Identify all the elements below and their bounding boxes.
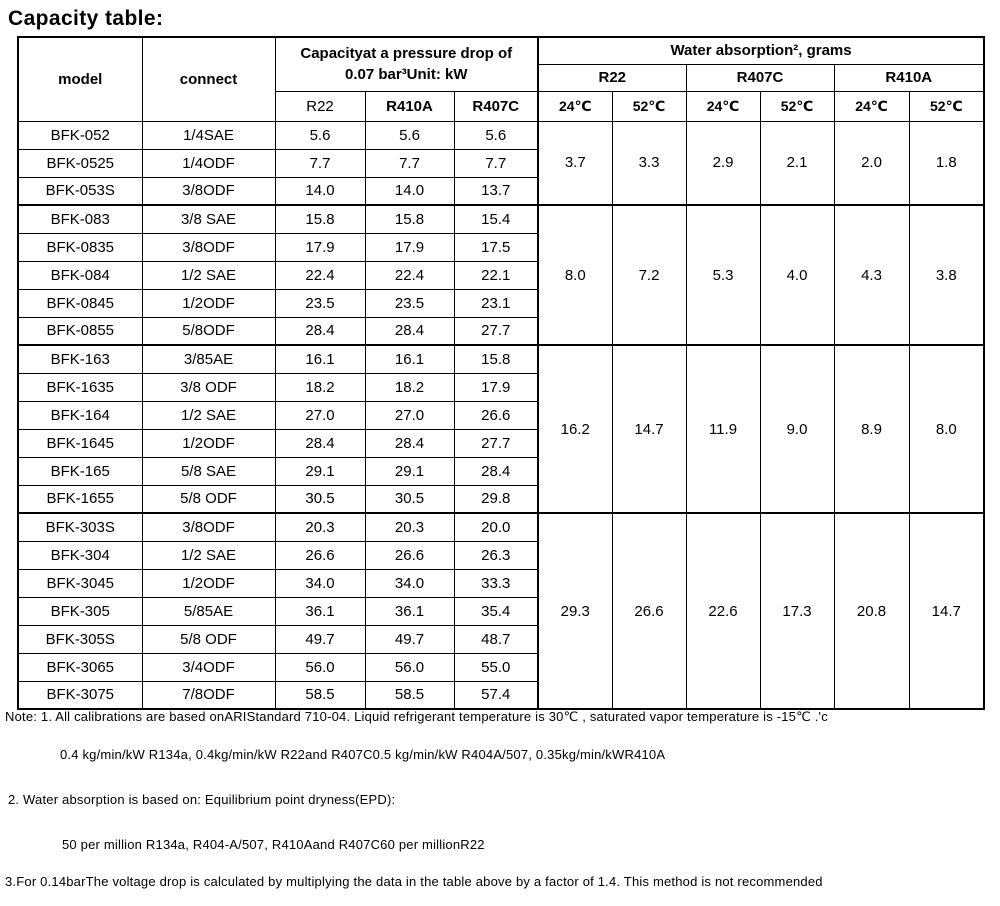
capacity-r410a-cell: 16.1 (365, 345, 454, 373)
capacity-r410a-cell: 5.6 (365, 121, 454, 149)
wa-value-cell: 2.1 (760, 121, 834, 205)
capacity-r407c-cell: 7.7 (454, 149, 538, 177)
wa-value-cell: 17.3 (760, 513, 834, 709)
wa-value-cell: 26.6 (612, 513, 686, 709)
connect-column-header: connect (142, 37, 275, 121)
wa-value-cell: 8.0 (909, 345, 984, 513)
wa-value-cell: 8.0 (538, 205, 612, 345)
wa-value-cell: 2.9 (686, 121, 760, 205)
connect-cell: 3/8ODF (142, 177, 275, 205)
capacity-r22-cell: 26.6 (275, 541, 365, 569)
model-cell: BFK-3065 (18, 653, 142, 681)
wa-value-cell: 3.8 (909, 205, 984, 345)
connect-cell: 1/2 SAE (142, 541, 275, 569)
model-cell: BFK-084 (18, 261, 142, 289)
connect-cell: 5/8 SAE (142, 457, 275, 485)
capacity-r407c-cell: 26.3 (454, 541, 538, 569)
model-cell: BFK-163 (18, 345, 142, 373)
wa-value-cell: 11.9 (686, 345, 760, 513)
water-absorption-group-header: Water absorption², grams (538, 37, 984, 64)
capacity-r407c-cell: 29.8 (454, 485, 538, 513)
capacity-r407c-cell: 57.4 (454, 681, 538, 709)
capacity-group-header-line2: 0.07 bar³Unit: kW (344, 66, 468, 84)
wa-r410a-header: R410A (834, 64, 984, 91)
capacity-r22-cell: 16.1 (275, 345, 365, 373)
model-cell: BFK-053S (18, 177, 142, 205)
capacity-r22-header: R22 (275, 91, 365, 121)
capacity-r410a-cell: 20.3 (365, 513, 454, 541)
connect-cell: 5/8 ODF (142, 625, 275, 653)
connect-cell: 1/2ODF (142, 289, 275, 317)
model-cell: BFK-165 (18, 457, 142, 485)
connect-cell: 3/8ODF (142, 233, 275, 261)
note-line-2: 0.4 kg/min/kW R134a, 0.4kg/min/kW R22and R407C0.5 kg/min/kW R404A/507, 0.35kg/min/kWR410A (60, 747, 666, 762)
capacity-r407c-header: R407C (454, 91, 538, 121)
wa-value-cell: 29.3 (538, 513, 612, 709)
capacity-r22-cell: 58.5 (275, 681, 365, 709)
model-cell: BFK-0855 (18, 317, 142, 345)
capacity-r22-cell: 15.8 (275, 205, 365, 233)
capacity-r410a-cell: 27.0 (365, 401, 454, 429)
connect-cell: 3/85AE (142, 345, 275, 373)
wa-value-cell: 22.6 (686, 513, 760, 709)
connect-cell: 1/2 SAE (142, 261, 275, 289)
model-cell: BFK-304 (18, 541, 142, 569)
capacity-r22-cell: 20.3 (275, 513, 365, 541)
model-cell: BFK-1645 (18, 429, 142, 457)
model-cell: BFK-305S (18, 625, 142, 653)
capacity-r410a-cell: 18.2 (365, 373, 454, 401)
wa-value-cell: 2.0 (834, 121, 909, 205)
capacity-group-header (275, 37, 538, 91)
connect-cell: 7/8ODF (142, 681, 275, 709)
model-cell: BFK-052 (18, 121, 142, 149)
capacity-r407c-cell: 22.1 (454, 261, 538, 289)
capacity-r410a-cell: 7.7 (365, 149, 454, 177)
wa-value-cell: 4.0 (760, 205, 834, 345)
model-cell: BFK-1635 (18, 373, 142, 401)
capacity-r22-cell: 17.9 (275, 233, 365, 261)
capacity-r407c-cell: 15.4 (454, 205, 538, 233)
capacity-r410a-cell: 28.4 (365, 429, 454, 457)
capacity-r410a-cell: 17.9 (365, 233, 454, 261)
capacity-r407c-cell: 20.0 (454, 513, 538, 541)
model-cell: BFK-0525 (18, 149, 142, 177)
capacity-r22-cell: 34.0 (275, 569, 365, 597)
capacity-r410a-cell: 36.1 (365, 597, 454, 625)
wa-value-cell: 8.9 (834, 345, 909, 513)
capacity-r407c-cell: 17.9 (454, 373, 538, 401)
model-cell: BFK-164 (18, 401, 142, 429)
capacity-r410a-cell: 23.5 (365, 289, 454, 317)
temp-24c-header: 24℃ (538, 91, 612, 121)
capacity-r410a-cell: 28.4 (365, 317, 454, 345)
temp-52c-header: 52℃ (909, 91, 984, 121)
capacity-r410a-cell: 49.7 (365, 625, 454, 653)
capacity-r22-cell: 28.4 (275, 317, 365, 345)
connect-cell: 3/8 ODF (142, 373, 275, 401)
capacity-r410a-header: R410A (365, 91, 454, 121)
capacity-r22-cell: 7.7 (275, 149, 365, 177)
table-row (18, 345, 984, 373)
capacity-r407c-cell: 27.7 (454, 317, 538, 345)
connect-cell: 3/4ODF (142, 653, 275, 681)
capacity-r22-cell: 27.0 (275, 401, 365, 429)
wa-value-cell: 7.2 (612, 205, 686, 345)
capacity-r407c-cell: 48.7 (454, 625, 538, 653)
wa-value-cell: 20.8 (834, 513, 909, 709)
capacity-r410a-cell: 56.0 (365, 653, 454, 681)
capacity-r407c-cell: 27.7 (454, 429, 538, 457)
capacity-r410a-cell: 29.1 (365, 457, 454, 485)
wa-value-cell: 14.7 (612, 345, 686, 513)
model-cell: BFK-303S (18, 513, 142, 541)
capacity-r407c-cell: 23.1 (454, 289, 538, 317)
table-row (18, 513, 984, 541)
capacity-r407c-cell: 17.5 (454, 233, 538, 261)
capacity-r22-cell: 56.0 (275, 653, 365, 681)
connect-cell: 1/2ODF (142, 569, 275, 597)
wa-value-cell: 16.2 (538, 345, 612, 513)
model-cell: BFK-3075 (18, 681, 142, 709)
temp-24c-header: 24℃ (834, 91, 909, 121)
connect-cell: 5/8ODF (142, 317, 275, 345)
capacity-r410a-cell: 58.5 (365, 681, 454, 709)
connect-cell: 1/4SAE (142, 121, 275, 149)
table-row (18, 121, 984, 149)
connect-cell: 3/8ODF (142, 513, 275, 541)
model-column-header: model (18, 37, 142, 121)
wa-r22-header: R22 (538, 64, 686, 91)
note-line-4: 50 per million R134a, R404-A/507, R410Aand R407C60 per millionR22 (62, 837, 485, 852)
capacity-r410a-cell: 22.4 (365, 261, 454, 289)
capacity-r22-cell: 14.0 (275, 177, 365, 205)
wa-value-cell: 14.7 (909, 513, 984, 709)
table-row (18, 205, 984, 233)
capacity-r407c-cell: 35.4 (454, 597, 538, 625)
wa-value-cell: 9.0 (760, 345, 834, 513)
capacity-r410a-cell: 26.6 (365, 541, 454, 569)
wa-value-cell: 5.3 (686, 205, 760, 345)
model-cell: BFK-083 (18, 205, 142, 233)
temp-24c-header: 24℃ (686, 91, 760, 121)
note-line-3: 2. Water absorption is based on: Equilibrium point dryness(EPD): (8, 792, 396, 807)
wa-value-cell: 3.7 (538, 121, 612, 205)
capacity-r407c-cell: 33.3 (454, 569, 538, 597)
capacity-r410a-cell: 14.0 (365, 177, 454, 205)
connect-cell: 1/2ODF (142, 429, 275, 457)
connect-cell: 1/4ODF (142, 149, 275, 177)
capacity-table (17, 36, 985, 710)
model-cell: BFK-3045 (18, 569, 142, 597)
capacity-r22-cell: 28.4 (275, 429, 365, 457)
connect-cell: 5/85AE (142, 597, 275, 625)
capacity-r22-cell: 29.1 (275, 457, 365, 485)
capacity-r22-cell: 22.4 (275, 261, 365, 289)
capacity-r407c-cell: 13.7 (454, 177, 538, 205)
note-line-1: Note: 1. All calibrations are based onARIStandard 710-04. Liquid refrigerant temperature is 30℃ , saturated vapor temperature is -15℃ .'c (5, 709, 828, 724)
wa-value-cell: 1.8 (909, 121, 984, 205)
temp-52c-header: 52℃ (760, 91, 834, 121)
note-line-5: 3.For 0.14barThe voltage drop is calculated by multiplying the data in the table above by a factor of 1.4. This method is not recommended (5, 874, 823, 889)
page-title: Capacity table: (8, 7, 164, 30)
temp-52c-header: 52℃ (612, 91, 686, 121)
capacity-r22-cell: 18.2 (275, 373, 365, 401)
capacity-r407c-cell: 28.4 (454, 457, 538, 485)
wa-value-cell: 3.3 (612, 121, 686, 205)
capacity-r410a-cell: 15.8 (365, 205, 454, 233)
capacity-r407c-cell: 55.0 (454, 653, 538, 681)
capacity-r22-cell: 30.5 (275, 485, 365, 513)
capacity-r22-cell: 5.6 (275, 121, 365, 149)
capacity-r22-cell: 23.5 (275, 289, 365, 317)
model-cell: BFK-0835 (18, 233, 142, 261)
capacity-r407c-cell: 5.6 (454, 121, 538, 149)
wa-r407c-header: R407C (686, 64, 834, 91)
model-cell: BFK-305 (18, 597, 142, 625)
header-row-1 (18, 37, 984, 64)
model-cell: BFK-0845 (18, 289, 142, 317)
connect-cell: 3/8 SAE (142, 205, 275, 233)
capacity-r410a-cell: 30.5 (365, 485, 454, 513)
capacity-r22-cell: 36.1 (275, 597, 365, 625)
capacity-r407c-cell: 26.6 (454, 401, 538, 429)
capacity-r22-cell: 49.7 (275, 625, 365, 653)
capacity-r407c-cell: 15.8 (454, 345, 538, 373)
capacity-r410a-cell: 34.0 (365, 569, 454, 597)
capacity-group-header-line1: Capacityat a pressure drop of (300, 45, 513, 63)
wa-value-cell: 4.3 (834, 205, 909, 345)
model-cell: BFK-1655 (18, 485, 142, 513)
connect-cell: 1/2 SAE (142, 401, 275, 429)
connect-cell: 5/8 ODF (142, 485, 275, 513)
